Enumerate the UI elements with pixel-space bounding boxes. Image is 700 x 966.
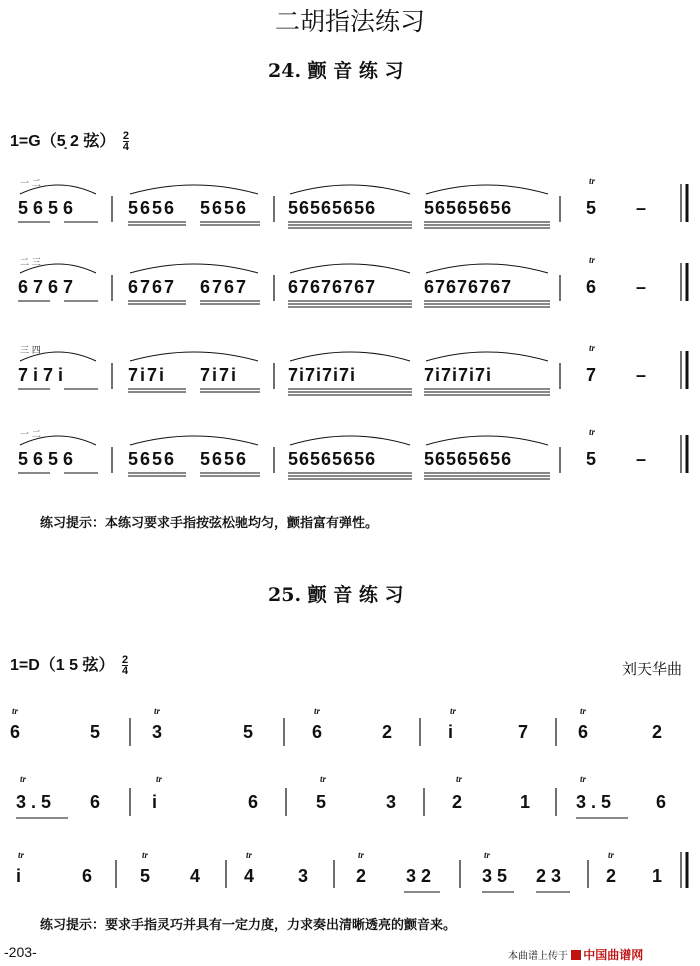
- final-note: 5: [586, 449, 597, 469]
- trill-mark: tr: [314, 706, 321, 716]
- note: 5: [243, 722, 254, 742]
- uploaded-label: 本曲谱上传于: [508, 951, 568, 962]
- slur: [426, 264, 548, 273]
- fingering-marks: 一 二: [20, 430, 41, 440]
- note: 6: [90, 792, 101, 812]
- measure-2-group-b: 6767: [200, 277, 249, 297]
- measure-1-notes: 5 6 5 6: [18, 198, 74, 218]
- final-note: 5: [586, 198, 597, 218]
- exercise-24-hint: 练习提示：本练习要求手指按弦松驰均匀，颤指富有弹性。: [40, 516, 379, 531]
- note: 2: [382, 722, 393, 742]
- site-logo: 中国曲谱网: [571, 948, 643, 962]
- trill-mark: tr: [320, 774, 327, 784]
- trill-mark: tr: [580, 706, 587, 716]
- slur: [20, 352, 96, 361]
- fingering-marks: 三 四: [20, 346, 41, 356]
- measure-1-notes: 7 i 7 i: [18, 365, 64, 385]
- measure-2-group-b: 5656: [200, 449, 249, 469]
- slur: [290, 352, 410, 361]
- note: 1: [520, 792, 531, 812]
- measure-2-group-a: 5656: [128, 198, 177, 218]
- note: 2: [452, 792, 463, 812]
- note: 1: [652, 866, 663, 886]
- note: 6: [578, 722, 589, 742]
- measure-3-group-a: 56565656: [288, 198, 377, 218]
- sustain-dash: –: [636, 198, 647, 218]
- measure-2-group-b: 5656: [200, 198, 249, 218]
- note: 5: [316, 792, 327, 812]
- fingering-marks: 二 三: [20, 258, 41, 268]
- measure-2-group-b: 7i7i: [200, 365, 239, 385]
- sustain-dash: –: [636, 365, 647, 385]
- note: 3 5: [482, 866, 508, 886]
- slur: [130, 436, 258, 445]
- measure-1-notes: 5 6 5 6: [18, 449, 74, 469]
- note: i: [16, 866, 22, 886]
- note: 6: [248, 792, 259, 812]
- slur: [130, 185, 258, 194]
- trill-mark: tr: [608, 850, 615, 860]
- trill-mark: tr: [12, 706, 19, 716]
- measure-3-group-a: 67676767: [288, 277, 377, 297]
- slur: [426, 185, 548, 194]
- slur: [290, 436, 410, 445]
- book-title: 二胡指法练习: [274, 7, 425, 36]
- note: 2: [356, 866, 367, 886]
- slur: [290, 264, 410, 273]
- trill-mark: tr: [589, 176, 596, 186]
- trill-mark: tr: [589, 427, 596, 437]
- note: 2: [606, 866, 617, 886]
- note: i: [152, 792, 158, 812]
- measure-1-notes: 6 7 6 7: [18, 277, 74, 297]
- note: 3: [298, 866, 309, 886]
- slur: [290, 185, 410, 194]
- measure-3-group-a: 7i7i7i7i: [288, 365, 357, 385]
- note: 3 . 5: [16, 792, 52, 812]
- measure-2-group-a: 5656: [128, 449, 177, 469]
- trill-mark: tr: [154, 706, 161, 716]
- trill-mark: tr: [450, 706, 457, 716]
- time-signature: $\frac{2}{4}$: [122, 130, 129, 154]
- final-note: 6: [586, 277, 597, 297]
- measure-3-group-b: 67676767: [424, 277, 513, 297]
- sustain-dash: –: [636, 449, 647, 469]
- note: 3 . 5: [576, 792, 612, 812]
- page-number: -203-: [4, 944, 37, 960]
- trill-mark: tr: [589, 343, 596, 353]
- slur: [20, 264, 96, 273]
- trill-mark: tr: [580, 774, 587, 784]
- measure-3-group-b: 56565656: [424, 449, 513, 469]
- composer-credit: 刘天华曲: [622, 660, 683, 678]
- trill-mark: tr: [18, 850, 25, 860]
- note: 5: [140, 866, 151, 886]
- note: 6: [656, 792, 667, 812]
- sustain-dash: –: [636, 277, 647, 297]
- key-signature: 1=G（5̣ 2 弦）: [10, 133, 116, 150]
- note: 5: [90, 722, 101, 742]
- fingering-marks: 一 二: [20, 179, 41, 189]
- trill-mark: tr: [358, 850, 365, 860]
- trill-mark: tr: [246, 850, 253, 860]
- measure-2-group-a: 6767: [128, 277, 177, 297]
- slur: [130, 264, 258, 273]
- trill-mark: tr: [20, 774, 27, 784]
- exercise-25-hint: 练习提示：要求手指灵巧并具有一定力度，力求奏出清晰透亮的颤音来。: [40, 918, 457, 933]
- slur: [20, 436, 96, 445]
- trill-mark: tr: [484, 850, 491, 860]
- exercise-24-title: 24. 颤 音 练 习: [268, 60, 404, 82]
- trill-mark: tr: [156, 774, 163, 784]
- note: 3 2: [406, 866, 432, 886]
- note: 6: [312, 722, 323, 742]
- slur: [130, 352, 258, 361]
- slur: [20, 185, 96, 194]
- measure-3-group-b: 56565656: [424, 198, 513, 218]
- trill-mark: tr: [589, 255, 596, 265]
- note: 2: [652, 722, 663, 742]
- measure-3-group-b: 7i7i7i7i: [424, 365, 493, 385]
- note: 4: [190, 866, 201, 886]
- note: 3: [386, 792, 397, 812]
- slur: [426, 352, 548, 361]
- note: 4: [244, 866, 255, 886]
- time-signature: $\frac{2}{4}$: [121, 654, 129, 678]
- measure-2-group-a: 7i7i: [128, 365, 167, 385]
- key-signature: 1=D（1 5 弦）: [10, 657, 115, 674]
- note: 6: [10, 722, 21, 742]
- final-note: 7: [586, 365, 597, 385]
- note: 2 3: [536, 866, 562, 886]
- trill-mark: tr: [456, 774, 463, 784]
- note: i: [448, 722, 454, 742]
- measure-3-group-a: 56565656: [288, 449, 377, 469]
- note: 6: [82, 866, 93, 886]
- note: 3: [152, 722, 163, 742]
- trill-mark: tr: [142, 850, 149, 860]
- note: 7: [518, 722, 529, 742]
- exercise-25-title: 25. 颤 音 练 习: [268, 584, 404, 606]
- slur: [426, 436, 548, 445]
